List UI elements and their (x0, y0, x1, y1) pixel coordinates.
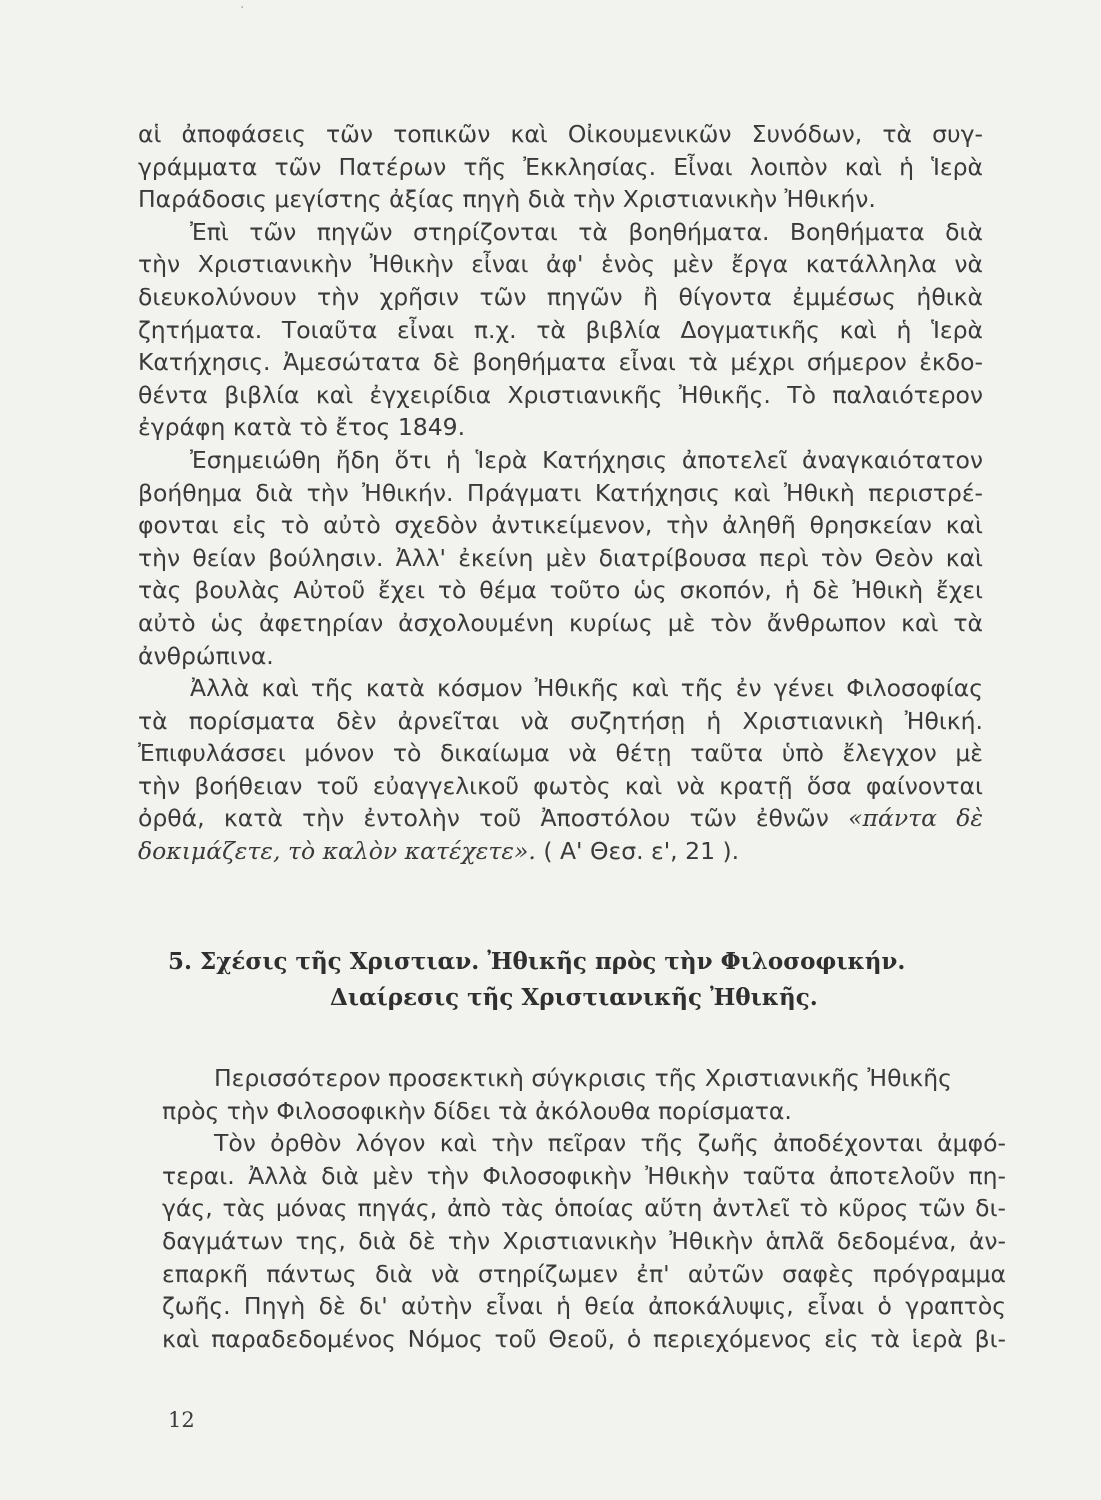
text-line: ζωῆς. Πηγὴ δὲ δι' αὐτὴν εἶναι ἡ θεία ἀποκάλυψις, εἶναι ὁ γραπτὸς (162, 1292, 1006, 1321)
text-line: ἐγράφη κατὰ τὸ ἔτος 1849. (138, 413, 466, 442)
text-line: επαρκῆ πάντως διὰ νὰ στηρίζωμεν ἐπ' αὐτῶν σαφὲς πρόγραμμα (162, 1259, 1006, 1288)
heading-line-2: Διαίρεσις τῆς Χριστιανικῆς Ἠθικῆς. (330, 984, 818, 1011)
text-line: βοήθημα διὰ τὴν Ἠθικήν. Πράγματι Κατήχησις καὶ Ἠθικὴ περιστρέ- (138, 478, 983, 507)
text-line: πρὸς τὴν Φιλοσοφικὴν δίδει τὰ ἀκόλουθα πορίσματα. (162, 1096, 792, 1125)
text-line: Παράδοσις μεγίστης ἀξίας πηγὴ διὰ τὴν Χριστιανικὴν Ἠθικήν. (138, 185, 876, 214)
text-line: τεραι. Ἀλλὰ διὰ μὲν τὴν Φιλοσοφικὴν Ἠθικὴν ταῦτα ἀποτελοῦν πη- (162, 1161, 1006, 1190)
text-line: γράμματα τῶν Πατέρων τῆς Ἐκκλησίας. Εἶναι λοιπὸν καὶ ἡ Ἱερὰ (138, 152, 983, 181)
top-mark: · (240, 0, 245, 16)
text-line (138, 802, 983, 835)
text-line: ἀνθρώπινα. (138, 641, 274, 670)
quote-end: δοκιμάζετε, τὸ καλὸν κατέχετε». (138, 837, 536, 866)
text-line: καὶ παραδεδομένος Νόμος τοῦ Θεοῦ, ὁ περιεχόμενος εἰς τὰ ἱερὰ βι- (162, 1324, 1006, 1353)
text-line: φονται εἰς τὸ αὐτὸ σχεδὸν ἀντικείμενον, τὴν ἀληθῆ θρησκείαν καὶ (138, 511, 983, 540)
text-line: Ἐπιφυλάσσει μόνον τὸ δικαίωμα νὰ θέτῃ ταῦτα ὑπὸ ἔλεγχον μὲ (138, 739, 983, 768)
text-line: ζητήματα. Τοιαῦτα εἶναι π.χ. τὰ βιβλία Δογματικῆς καὶ ἡ Ἱερὰ (138, 315, 983, 344)
citation: ( Α' Θεσ. ε', 21 ). (543, 837, 740, 866)
page-number: 12 (168, 1408, 195, 1432)
section-2-text (162, 1062, 1006, 1355)
text-segment: ὀρθά, κατὰ τὴν ἐντολὴν τοῦ Ἀποστόλου τῶν ἐθνῶν (138, 804, 829, 833)
text-line: θέντα βιβλία καὶ ἐγχειρίδια Χριστιανικῆς Ἠθικῆς. Τὸ παλαιότερον (138, 380, 983, 409)
text-line: Τὸν ὀρθὸν λόγον καὶ τὴν πεῖραν τῆς ζωῆς ἀποδέχονται ἀμφό- (214, 1129, 1006, 1158)
section-heading (168, 944, 968, 1016)
text-line: Ἐσημειώθη ἤδη ὅτι ἡ Ἱερὰ Κατήχησις ἀποτελεῖ ἀναγκαιότατον (190, 445, 983, 474)
text-line: τὴν βοήθειαν τοῦ εὐαγγελικοῦ φωτὸς καὶ νὰ κρατῇ ὅσα φαίνονται (138, 771, 983, 800)
text-line: τὰς βουλὰς Αὐτοῦ ἔχει τὸ θέμα τοῦτο ὡς σκοπόν, ἡ δὲ Ἠθικὴ ἔχει (138, 576, 983, 605)
text-line: τὴν Χριστιανικὴν Ἠθικὴν εἶναι ἀφ' ἑνὸς μὲν ἔργα κατάλληλα νὰ (138, 250, 983, 279)
text-line: τὴν θείαν βούλησιν. Ἀλλ' ἐκείνη μὲν διατρίβουσα περὶ τὸν Θεὸν καὶ (138, 543, 983, 572)
text-line: διευκολύνουν τὴν χρῆσιν τῶν πηγῶν ἢ θίγοντα ἐμμέσως ἠθικὰ (138, 282, 983, 311)
section-1-text (138, 118, 983, 868)
text-line: Ἐπὶ τῶν πηγῶν στηρίζονται τὰ βοηθήματα. Βοηθήματα διὰ (190, 217, 983, 246)
heading-line-1: 5. Σχέσις τῆς Χριστιαν. Ἠθικῆς πρὸς τὴν Φιλοσοφικήν. (168, 948, 906, 975)
quote-start: «πάντα δὲ (848, 804, 983, 833)
text-line: αἱ ἀποφάσεις τῶν τοπικῶν καὶ Οἰκουμενικῶν Συνόδων, τὰ συγ- (138, 120, 983, 148)
text-line: αὐτὸ ὡς ἀφετηρίαν ἀσχολουμένη κυρίως μὲ τὸν ἄνθρωπον καὶ τὰ (138, 608, 983, 637)
text-line: Ἀλλὰ καὶ τῆς κατὰ κόσμον Ἠθικῆς καὶ τῆς ἐν γένει Φιλοσοφίας (190, 674, 983, 703)
text-line (138, 835, 983, 868)
text-line: Κατήχησις. Ἀμεσώτατα δὲ βοηθήματα εἶναι τὰ μέχρι σήμερον ἐκδο- (138, 348, 983, 377)
text-line: γάς, τὰς μόνας πηγάς, ἀπὸ τὰς ὁποίας αὕτη ἀντλεῖ τὸ κῦρος τῶν δι- (162, 1194, 1006, 1223)
text-line: τὰ πορίσματα δὲν ἀρνεῖται νὰ συζητήσῃ ἡ Χριστιανικὴ Ἠθική. (138, 706, 983, 735)
text-line: δαγμάτων της, διὰ δὲ τὴν Χριστιανικὴν Ἠθικὴν ἁπλᾶ δεδομένα, ἀν- (162, 1226, 1006, 1255)
text-line: Περισσότερον προσεκτικὴ σύγκρισις τῆς Χριστιανικῆς Ἠθικῆς (214, 1064, 952, 1092)
